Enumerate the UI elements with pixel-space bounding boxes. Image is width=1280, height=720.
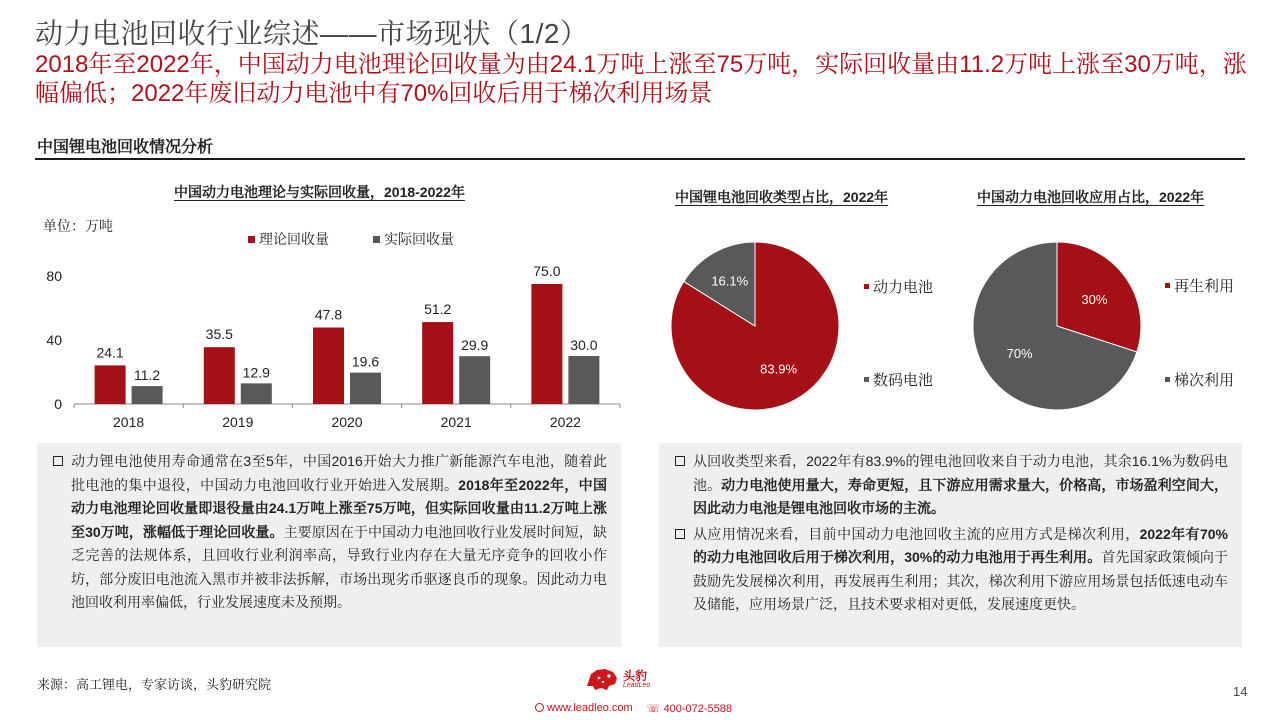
x-tick-label: 2018 <box>113 414 145 430</box>
y-tick-label: 0 <box>54 396 62 412</box>
bar-theoretical-label: 24.1 <box>96 344 124 361</box>
pie2-legend-cascade-label: 梯次利用 <box>1174 372 1235 389</box>
bar-actual-label: 11.2 <box>133 367 161 384</box>
bar-theoretical <box>531 284 562 404</box>
y-tick-label: 40 <box>46 332 62 348</box>
pie-chart-type <box>665 236 845 416</box>
legend-actual <box>373 229 454 249</box>
checkbox-bullet-icon <box>53 456 63 466</box>
bar-actual-label: 30.0 <box>570 337 598 353</box>
bar-theoretical <box>313 328 344 404</box>
website-text: www.leadleo.com <box>547 702 633 714</box>
left-text-bold: 2018年至2022年，中国动力电池理论回收量即退役量由24.1万吨上涨至75万吨，但实际回收量由11.2万吨上涨至30万吨，涨幅低于理论回收量。 <box>71 476 607 540</box>
pie-slice-label: 83.9% <box>760 361 798 377</box>
phone-info <box>647 702 732 715</box>
checkbox-bullet-icon <box>675 529 685 539</box>
left-text-part1: 动力锂电池使用寿命通常在3至5年，中国2016开始大力推广新能源汽车电池，随着此批电池的集中退役，中国动力电池回收行业开始进入发展期。 <box>71 453 607 493</box>
x-tick-label: 2022 <box>549 414 581 430</box>
bar-theoretical-label: 47.8 <box>314 306 343 323</box>
bar-theoretical <box>95 365 126 404</box>
pie-chart-application <box>967 236 1147 416</box>
right-text-p2-part1: 从应用情况来看，目前中国动力电池回收主流的应用方式是梯次利用， <box>693 525 1140 542</box>
right-text-p1-part1: 从回收类型来看，2022年有83.9%的锂电池回收来自于动力电池，其余16.1%为数码电池。 <box>693 453 1228 493</box>
checkbox-bullet-icon <box>675 456 685 466</box>
legend-swatch-gray <box>1165 377 1170 382</box>
section-divider <box>35 158 1245 160</box>
pie2-title: 中国动力电池回收应用占比，2022年 <box>977 189 1205 205</box>
bar-actual <box>241 383 272 404</box>
source-note: 来源：高工锂电，专家访谈，头豹研究院 <box>37 677 272 692</box>
page-number: 14 <box>1233 684 1248 699</box>
pie2-legend-recycle <box>1165 275 1234 296</box>
pie1-legend-digital-label: 数码电池 <box>873 372 934 389</box>
pie1-legend-power-label: 动力电池 <box>873 279 934 296</box>
legend-theoretical <box>248 229 329 249</box>
bar-actual <box>459 356 490 404</box>
leopard-logo-icon <box>585 666 619 692</box>
pie-slice-label: 16.1% <box>711 273 749 289</box>
leadleo-logo <box>585 666 650 692</box>
pie2-legend-recycle-label: 再生利用 <box>1174 278 1235 295</box>
bar-actual <box>350 373 381 404</box>
bar-chart-title: 中国动力电池理论与实际回收量，2018-2022年 <box>174 184 465 200</box>
bar-theoretical <box>204 347 235 404</box>
web-icon <box>535 703 544 712</box>
legend-swatch-gray <box>373 236 380 243</box>
bar-actual <box>132 386 163 404</box>
bar-actual-label: 29.9 <box>461 337 489 354</box>
pie2-legend-cascade <box>1165 369 1234 390</box>
x-tick-label: 2019 <box>222 414 254 430</box>
bar-theoretical-label: 51.2 <box>424 301 452 318</box>
bar-chart <box>30 255 630 435</box>
legend-swatch-red <box>864 284 869 289</box>
website-link[interactable] <box>535 702 633 715</box>
bar-theoretical-label: 75.0 <box>533 263 561 279</box>
right-text-p2-bold: 2022年有70%的动力电池回收后用于梯次利用，30%的动力电池用于再生利用。 <box>693 525 1228 565</box>
pie-slice-label: 70% <box>1006 346 1033 362</box>
bar-theoretical-label: 35.5 <box>205 326 233 343</box>
pie1-title: 中国锂电池回收类型占比，2022年 <box>675 189 889 205</box>
pie1-legend-digital <box>864 369 933 390</box>
bar-actual-label: 19.6 <box>351 353 380 370</box>
y-tick-label: 80 <box>46 268 62 284</box>
right-analysis-box <box>659 443 1242 647</box>
right-analysis-paragraph-1 <box>693 450 1228 521</box>
logo-name: 头豹 <box>623 668 648 683</box>
right-text-p2-part2: 首先国家政策倾向于鼓励先发展梯次利用，再发展再生利用；其次，梯次利用下游应用场景包括低速电动车及储能，应用场景广泛，且技术要求相对更低，发展速度更快。 <box>693 549 1228 612</box>
page-subtitle: 2018年至2022年，中国动力电池理论回收量为由24.1万吨上涨至75万吨，实际回收量由11.2万吨上涨至30万吨，涨幅偏低；2022年废旧动力电池中有70%回收后用于梯次利用场景 <box>35 51 1247 107</box>
logo-subname: LeadLeo <box>623 681 651 689</box>
bar-actual <box>568 356 599 404</box>
bar-chart-unit: 单位：万吨 <box>43 218 113 234</box>
page-title: 动力电池回收行业综述——市场现状（1/2） <box>35 18 589 49</box>
phone-text: 400-072-5588 <box>663 703 732 715</box>
left-analysis-box <box>37 443 621 647</box>
bar-theoretical <box>422 322 453 404</box>
pie1-legend-power <box>864 276 933 297</box>
bar-actual-label: 12.9 <box>242 364 270 381</box>
right-analysis-paragraph-2 <box>693 523 1228 617</box>
legend-swatch-red <box>1165 283 1170 288</box>
legend-theoretical-label: 理论回收量 <box>259 231 329 247</box>
legend-swatch-red <box>248 236 255 243</box>
legend-actual-label: 实际回收量 <box>384 231 454 247</box>
right-text-p1-bold: 动力电池使用量大，寿命更短，且下游应用需求量大，价格高，市场盈利空间大，因此动力电池是锂电池回收市场的主流。 <box>693 476 1229 516</box>
x-tick-label: 2020 <box>331 414 363 430</box>
x-tick-label: 2021 <box>440 414 472 430</box>
phone-icon: ☏ <box>646 703 661 715</box>
legend-swatch-gray <box>864 377 869 382</box>
pie-slice-label: 30% <box>1081 291 1108 307</box>
contact-info <box>535 702 732 715</box>
left-text-part2: 主要原因在于中国动力电池回收行业发展时间短，缺乏完善的法规体系，且回收行业利润率高，导致行业内存在大量无序竞争的回收小作坊，部分废旧电池流入黑市并被非法拆解，市场出现劣币驱逐良币的现象。因此动力电池回收利用率偏低，行业发展速度未及预期。 <box>71 523 608 610</box>
section-label: 中国锂电池回收情况分析 <box>37 139 214 156</box>
left-analysis-paragraph <box>71 450 607 615</box>
